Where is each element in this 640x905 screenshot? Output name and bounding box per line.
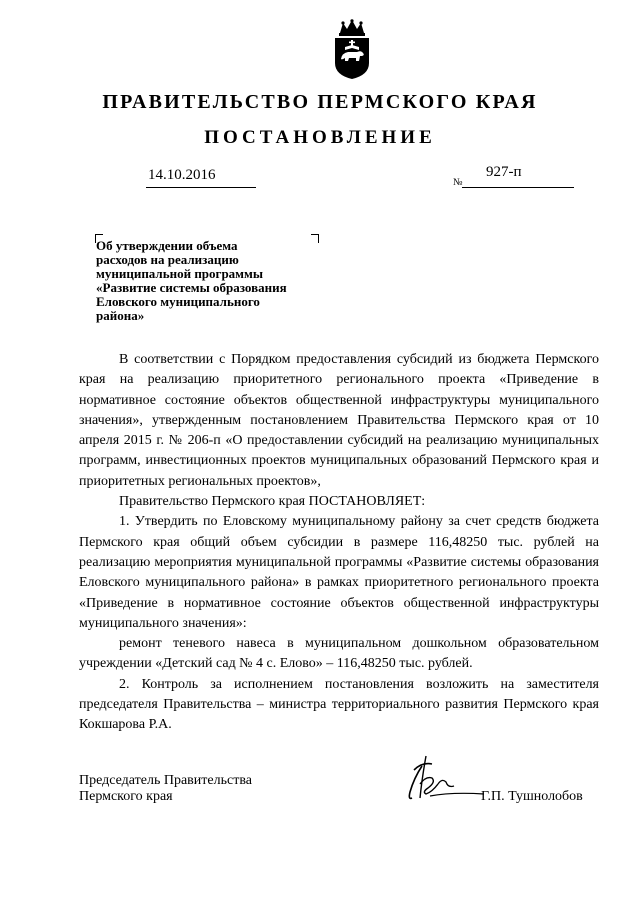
- document-number: 927-п: [486, 164, 522, 180]
- subject-line: Еловского муниципального: [96, 294, 260, 309]
- number-underline: [462, 187, 574, 188]
- body-paragraph-item-1: 1. Утвердить по Еловскому муниципальному району за счет средств бюджета Пермского края общий объем субсидии в размере 116,48250 тыс. рублей на реализацию мероприятия муниципальной программы «Развитие системы образования Еловского муниципального района» в рамках приоритетного регионального проекта «Приведение в нормативное состояние объектов общественной инфраструктуры муниципального значения»:: [79, 514, 599, 631]
- signatory-title-line: Пермского края: [79, 789, 173, 804]
- subject-line: Об утверждении объема: [96, 238, 238, 253]
- document-type: ПОСТАНОВЛЕНИЕ: [204, 127, 436, 148]
- date-underline: [146, 187, 256, 188]
- body-paragraph-item-2: 2. Контроль за исполнением постановления возложить на заместителя председателя Правительства – министра территориального развития Пермского края Кокшарова Р.А.: [79, 676, 599, 733]
- number-sign: №: [453, 177, 463, 188]
- document-date: 14.10.2016: [148, 167, 216, 183]
- perm-krai-coat-of-arms-icon: [331, 19, 373, 81]
- subject-line: расходов на реализацию: [96, 252, 239, 267]
- document-body: [79, 350, 599, 736]
- signer-name: Г.П. Тушнолобов: [481, 789, 583, 804]
- body-paragraph-preamble: В соответствии с Порядком предоставления субсидий из бюджета Пермского края на реализацию приоритетного регионального проекта «Приведение в нормативное состояние объектов общественной инфраструктуры муниципального значения», утвержденным постановлением Правительства Пермского края от 10 апреля 2015 г. № 206-п «О предоставлении субсидий на реализацию муниципальных программ, инвестиционных проектов муниципальных образований Пермского края и приоритетных региональных проектов»,: [79, 352, 599, 489]
- signatory-title: [79, 773, 252, 805]
- government-title: ПРАВИТЕЛЬСТВО ПЕРМСКОГО КРАЯ: [102, 91, 538, 113]
- document-subject: [96, 239, 336, 323]
- signatory-title-line: Председатель Правительства: [79, 773, 252, 788]
- subject-line: «Развитие системы образования: [96, 280, 287, 295]
- body-paragraph-repair: ремонт теневого навеса в муниципальном дошкольном образовательном учреждении «Детский сад № 4 с. Елово» – 116,48250 тыс. рублей.: [79, 636, 599, 672]
- body-paragraph-resolves: Правительство Пермского края ПОСТАНОВЛЯЕТ:: [119, 494, 426, 510]
- subject-line: муниципальной программы: [96, 266, 264, 281]
- subject-line: района»: [96, 308, 145, 323]
- handwritten-signature-icon: [392, 748, 492, 808]
